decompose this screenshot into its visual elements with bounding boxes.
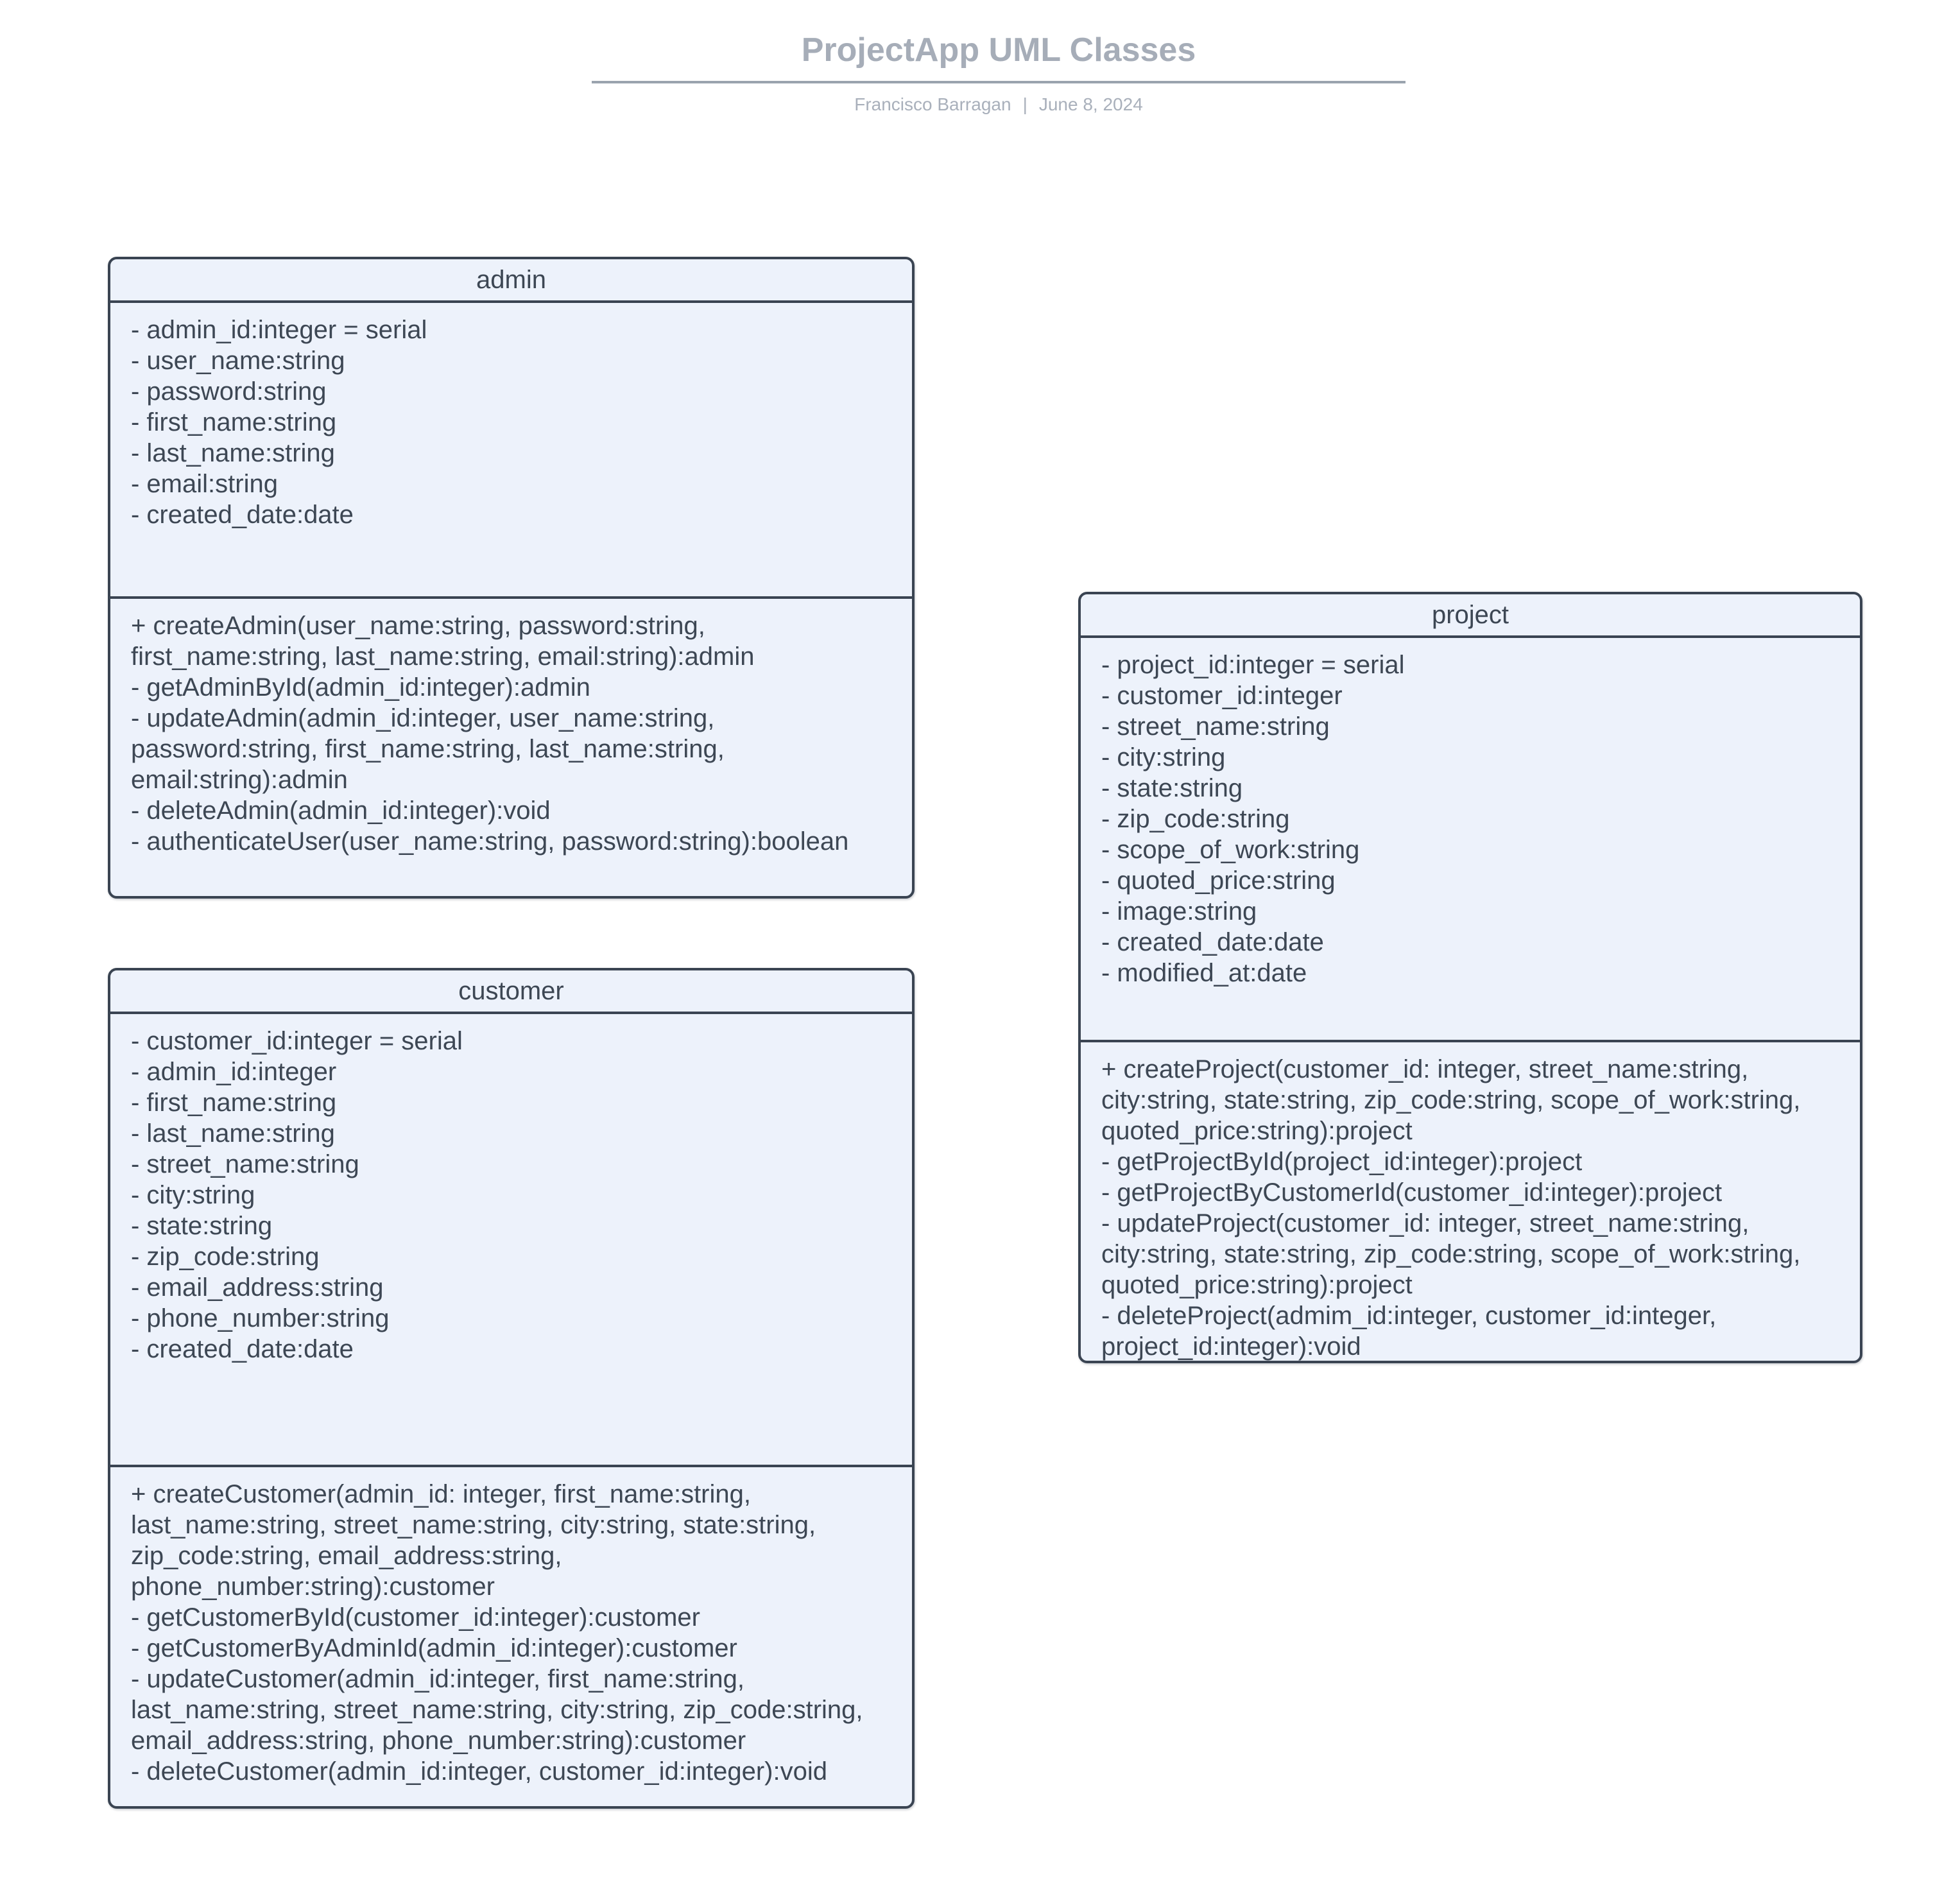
attributes-section — [110, 1014, 912, 1467]
method-line: - updateProject(customer_id: integer, street_name:string, city:string, state:string, zip_code:string, scope_of_work:string, quoted_price:string):project — [1101, 1209, 1801, 1299]
class-name: admin — [110, 259, 912, 303]
attribute-line: - zip_code:string — [131, 1243, 320, 1271]
diagram-header — [592, 30, 1406, 116]
attribute-line: - zip_code:string — [1101, 805, 1290, 833]
attribute-line: - city:string — [1101, 743, 1226, 771]
method-line: - getProjectByCustomerId(customer_id:integer):project — [1101, 1178, 1723, 1207]
method-line: - deleteAdmin(admin_id:integer):void — [131, 797, 551, 825]
method-line: - getCustomerByAdminId(admin_id:integer):customer — [131, 1634, 737, 1662]
method-line: - updateCustomer(admin_id:integer, first_name:string, last_name:string, street_name:string, city:string, zip_code:string, email_address:string, phone_number:string):customer — [131, 1665, 863, 1755]
attribute-line: - first_name:string — [131, 1089, 337, 1117]
date-label: June 8, 2024 — [1038, 94, 1143, 114]
attribute-line: - admin_id:integer — [131, 1058, 337, 1086]
subtitle — [592, 94, 1406, 116]
attribute-line: - customer_id:integer = serial — [131, 1027, 463, 1055]
attribute-line: - created_date:date — [131, 1335, 354, 1363]
attribute-line: - admin_id:integer = serial — [131, 316, 427, 344]
page-title: ProjectApp UML Classes — [801, 31, 1196, 69]
attribute-line: - phone_number:string — [131, 1304, 390, 1332]
method-line: - authenticateUser(user_name:string, password:string):boolean — [131, 827, 849, 856]
method-line: + createAdmin(user_name:string, password:string, first_name:string, last_name:string, email:string):admin — [131, 612, 755, 671]
attribute-line: - email:string — [131, 470, 278, 498]
attribute-line: - street_name:string — [131, 1150, 359, 1178]
method-line: + createProject(customer_id: integer, street_name:string, city:string, state:string, zip_code:string, scope_of_work:string, quoted_price:string):project — [1101, 1055, 1801, 1145]
methods-section — [110, 599, 912, 896]
attribute-line: - email_address:string — [131, 1273, 384, 1302]
uml-class-box-customer — [108, 968, 915, 1809]
attribute-line: - first_name:string — [131, 408, 337, 436]
attribute-line: - quoted_price:string — [1101, 866, 1336, 895]
method-line: - deleteProject(admim_id:integer, customer_id:integer, project_id:integer):void — [1101, 1302, 1717, 1361]
attribute-line: - city:string — [131, 1181, 255, 1209]
uml-class-box-project — [1078, 592, 1862, 1363]
attributes-section — [110, 303, 912, 599]
method-line: - deleteCustomer(admin_id:integer, customer_id:integer):void — [131, 1757, 827, 1786]
method-line: + createCustomer(admin_id: integer, first_name:string, last_name:string, street_name:string, city:string, state:string, zip_code:string, email_address:string, phone_number:string):customer — [131, 1480, 816, 1601]
attribute-line: - password:string — [131, 377, 327, 406]
uml-class-box-admin — [108, 257, 915, 899]
attribute-line: - created_date:date — [1101, 928, 1324, 956]
attribute-line: - state:string — [1101, 774, 1243, 802]
title-divider — [592, 81, 1406, 83]
attribute-line: - scope_of_work:string — [1101, 836, 1360, 864]
attribute-line: - modified_at:date — [1101, 959, 1307, 987]
method-line: - getCustomerById(customer_id:integer):customer — [131, 1603, 700, 1632]
attributes-section — [1081, 638, 1860, 1042]
method-line: - updateAdmin(admin_id:integer, user_name:string, password:string, first_name:string, last_name:string, email:string):admin — [131, 704, 725, 794]
attribute-line: - last_name:string — [131, 439, 335, 467]
method-line: - getAdminById(admin_id:integer):admin — [131, 673, 590, 702]
class-name: customer — [110, 970, 912, 1014]
subtitle-separator: | — [1022, 94, 1027, 114]
attribute-line: - project_id:integer = serial — [1101, 651, 1405, 679]
methods-section — [1081, 1042, 1860, 1363]
attribute-line: - last_name:string — [131, 1119, 335, 1148]
attribute-line: - customer_id:integer — [1101, 682, 1343, 710]
methods-section — [110, 1467, 912, 1806]
attribute-line: - street_name:string — [1101, 712, 1330, 741]
author-name: Francisco Barragan — [854, 94, 1011, 114]
attribute-line: - state:string — [131, 1212, 273, 1240]
attribute-line: - user_name:string — [131, 347, 345, 375]
attribute-line: - created_date:date — [131, 501, 354, 529]
attribute-line: - image:string — [1101, 897, 1257, 926]
class-name: project — [1081, 594, 1860, 638]
method-line: - getProjectById(project_id:integer):project — [1101, 1148, 1583, 1176]
